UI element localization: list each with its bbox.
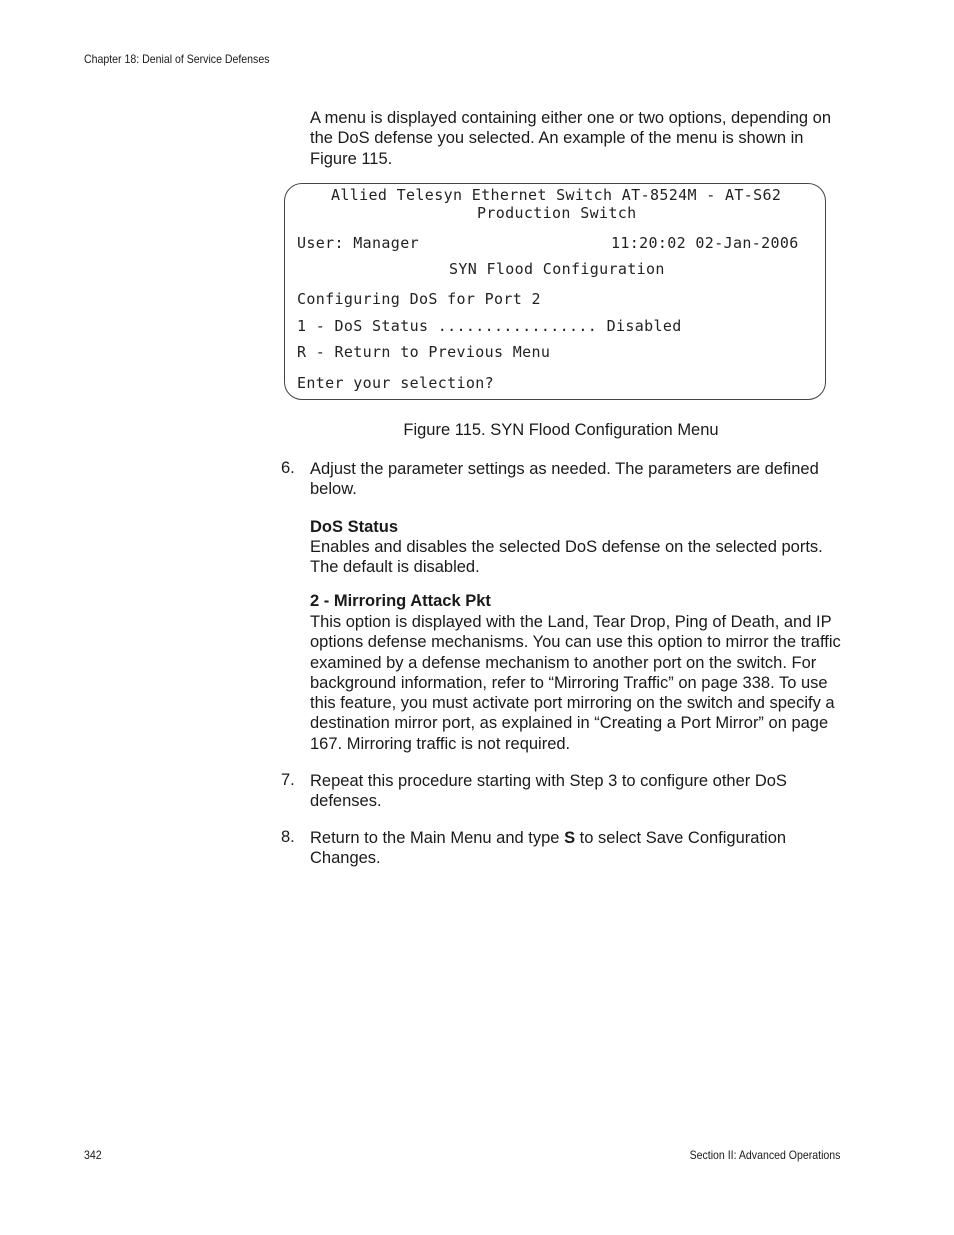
screen-title-line1: Allied Telesyn Ethernet Switch AT-8524M - AT-S62 [331,186,782,204]
step-number: 6. [281,459,295,477]
screen-timestamp: 11:20:02 02-Jan-2006 [611,234,799,252]
screen-title-line2: Production Switch [477,204,637,222]
save-key: S [564,829,576,847]
screen-option-return: R - Return to Previous Menu [297,343,551,361]
param-description: Enables and disables the selected DoS defense on the selected ports. The default is disabled. [310,538,823,577]
screen-option-dos-status: 1 - DoS Status ................. Disabled [297,317,682,335]
step-text: Adjust the parameter settings as needed. The parameters are defined below. [310,460,819,499]
screen-menu-title: SYN Flood Configuration [449,260,665,278]
step-text-start: Return to the Main Menu and type [310,829,565,847]
screen-user: User: Manager [297,234,419,252]
step-text-end: to select Save Configuration Changes. [310,829,787,868]
page-number: 342 [84,1148,102,1162]
param-description: This option is displayed with the Land, Tear Drop, Ping of Death, and IP options defense mechanisms. You can use this option to mirror the traffic examined by a defense mechanism to another port on the switch. For background information, refer to “Mirroring Traffic” on page 338. To use this feature, you must activate port mirroring on the switch and specify a destination mirror port, as explained in “Creating a Port Mirror” on page 167. Mirroring traffic is not required. [310,613,841,753]
param-heading: DoS Status [310,518,399,536]
running-header: Chapter 18: Denial of Service Defenses [84,52,270,66]
step-text [310,828,845,869]
step-number: 7. [281,771,295,789]
screen-configuring-line: Configuring DoS for Port 2 [297,290,541,308]
running-footer-section: Section II: Advanced Operations [689,1148,840,1162]
step-text: Repeat this procedure starting with Step 3 to configure other DoS defenses. [310,772,787,811]
figure-caption: Figure 115. SYN Flood Configuration Menu [403,421,719,439]
screen-prompt: Enter your selection? [297,374,494,392]
param-heading: 2 - Mirroring Attack Pkt [310,592,491,610]
intro-paragraph: A menu is displayed containing either one or two options, depending on the DoS defense you selected. An example of the menu is shown in Figure 115. [310,109,832,168]
step-number: 8. [281,828,295,846]
